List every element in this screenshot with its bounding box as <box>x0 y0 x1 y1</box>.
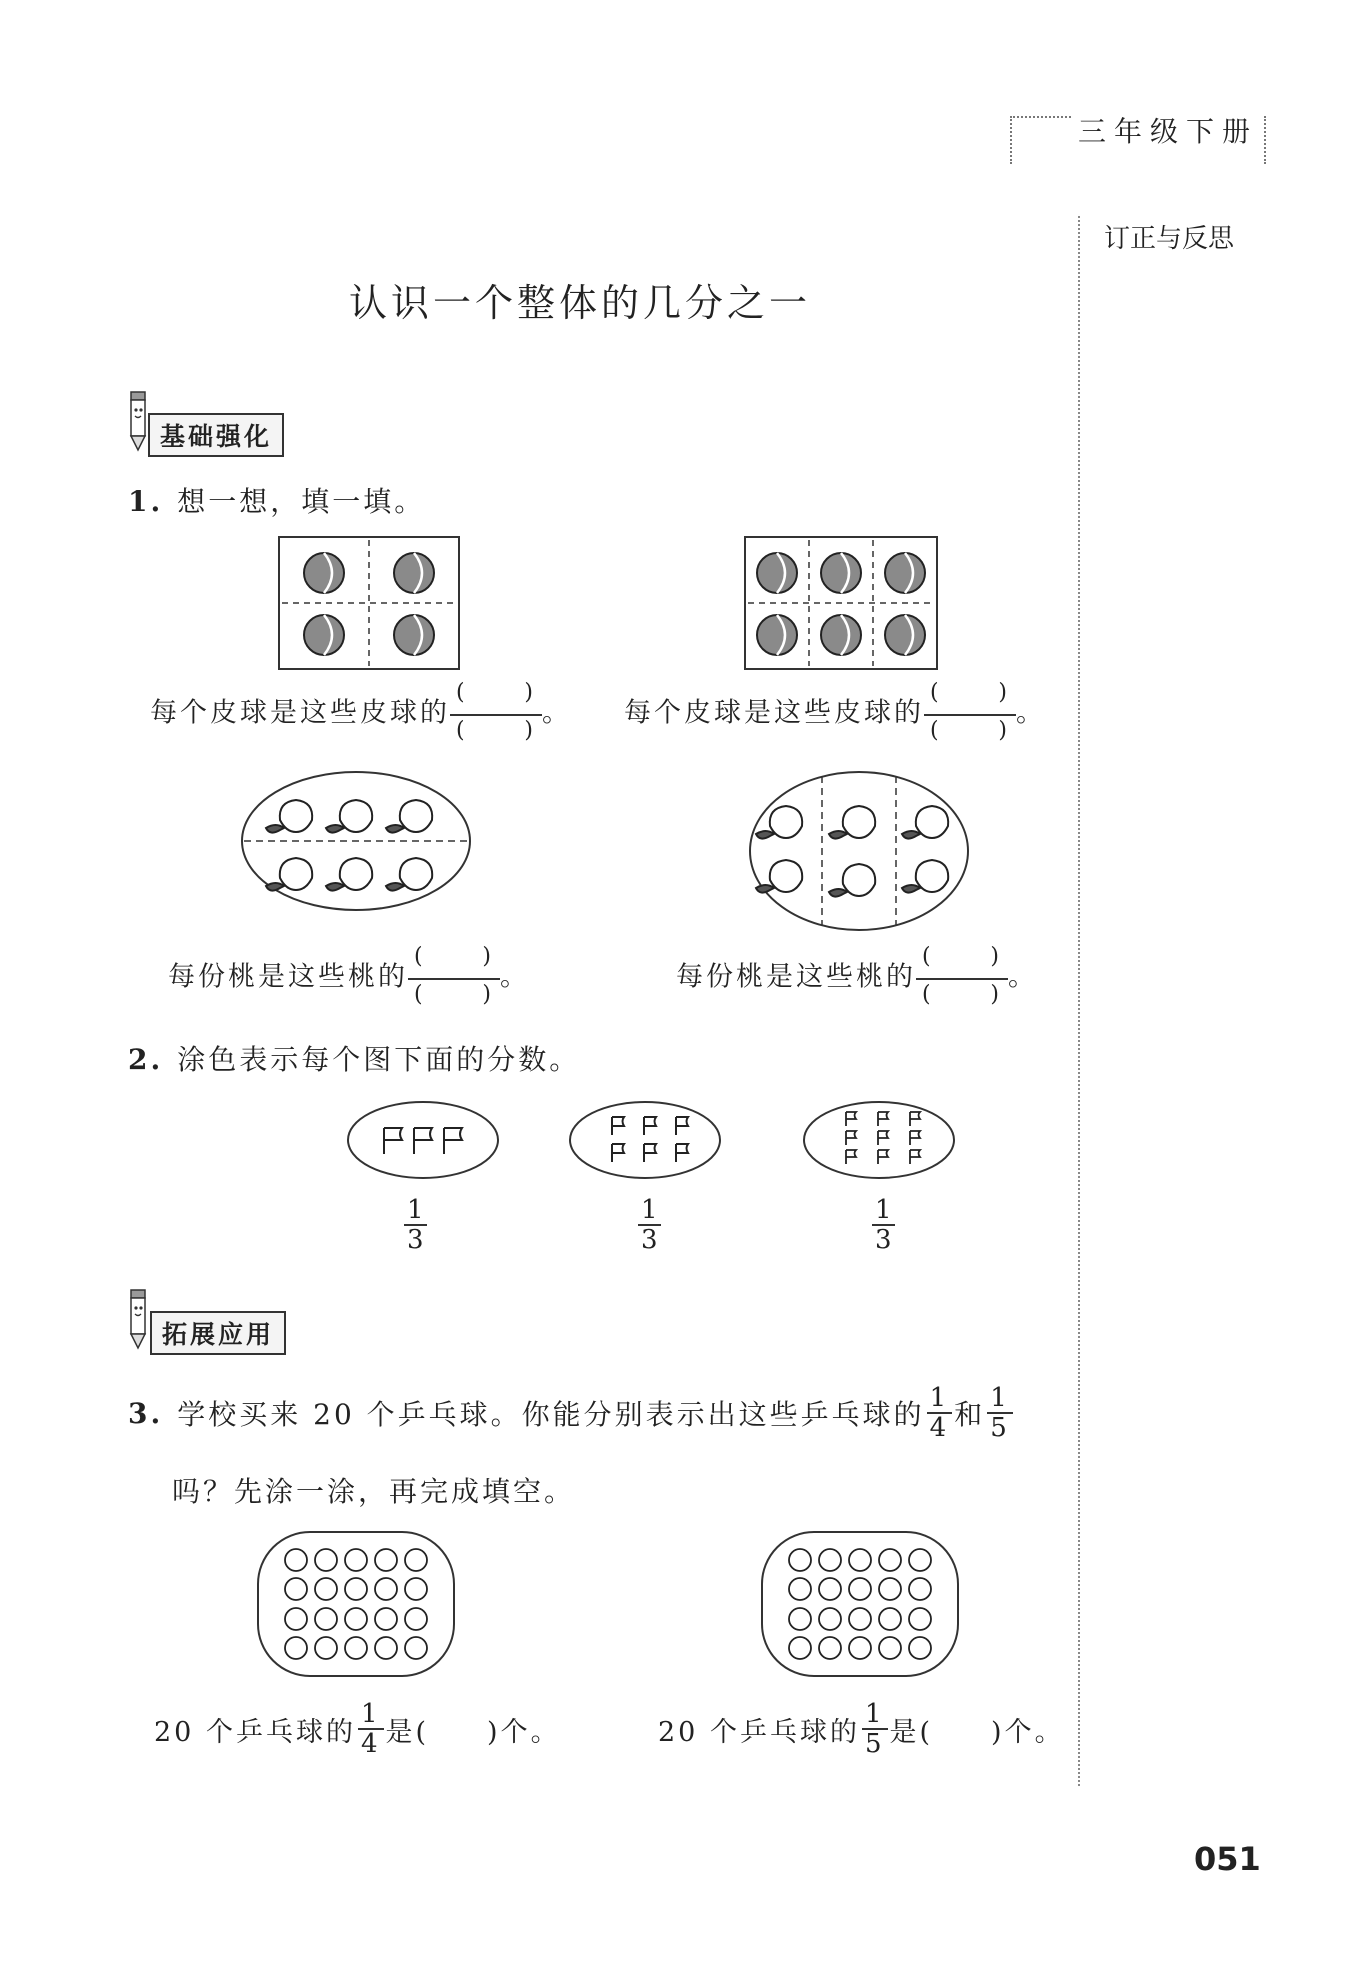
pencil-icon <box>126 388 150 452</box>
page-title: 认识一个整体的几分之一 <box>348 281 811 325</box>
question-number: 3. <box>128 1396 164 1430</box>
question-1-prompt <box>128 480 425 520</box>
question-text: 想一想，填一填。 <box>177 485 426 518</box>
fraction-one-third: $\frac{1}{3}$ <box>404 1196 427 1254</box>
fraction-one-third: $\frac{1}{3}$ <box>872 1196 895 1254</box>
pingpong-box-left[interactable] <box>256 1530 456 1678</box>
fraction-one-fifth: $\frac{1}{5}$ <box>862 1700 888 1758</box>
section-basic-heading: 基础强化 <box>148 413 284 457</box>
section-extend-heading: 拓展应用 <box>150 1311 286 1355</box>
question-number: 1. <box>128 485 164 518</box>
flags-3-figure[interactable] <box>346 1100 500 1180</box>
fraction-one-quarter: $\frac{1}{4}$ <box>927 1384 953 1442</box>
balls-2x2-figure <box>278 536 460 670</box>
peach-caption-left: 每份桃是这些桃的 ( ) ( ) 。 <box>168 944 530 1012</box>
fraction-blank[interactable]: ( ) ( ) <box>408 944 500 1012</box>
question-number: 2. <box>128 1043 164 1076</box>
page-number: 051 <box>1194 1840 1261 1878</box>
flags-9-figure[interactable] <box>802 1100 956 1180</box>
ball-caption-left: 每个皮球是这些皮球的 ( ) ( ) 。 <box>150 680 572 748</box>
question-text: 学校买来 20 个乒乓球。你能分别表示出这些乒乓球的 <box>177 1398 925 1431</box>
caption-text: 每份桃是这些桃的 <box>676 961 916 993</box>
balls-2x3-figure <box>744 536 938 670</box>
question-3-prompt-continued: 吗？先涂一涂，再完成填空。 <box>172 1475 576 1508</box>
fraction-one-third: $\frac{1}{3}$ <box>638 1196 661 1254</box>
caption-text: 每个皮球是这些皮球的 <box>150 697 450 729</box>
fifth-caption: 20 个乒乓球的 $\frac{1}{5}$ 是( )个。 <box>658 1699 1065 1759</box>
pingpong-box-right[interactable] <box>760 1530 960 1678</box>
pencil-icon <box>126 1286 150 1350</box>
fraction-blank[interactable]: ( ) ( ) <box>916 944 1008 1012</box>
question-text: 涂色表示每个图下面的分数。 <box>177 1043 581 1076</box>
question-2-prompt <box>128 1038 580 1078</box>
peaches-split-3-figure <box>748 770 970 932</box>
fraction-blank[interactable]: ( ) ( ) <box>450 680 542 748</box>
correction-label: 订正与反思 <box>1104 224 1235 254</box>
fraction-blank[interactable]: ( ) ( ) <box>924 680 1016 748</box>
flags-6-figure[interactable] <box>568 1100 722 1180</box>
margin-divider <box>1078 216 1080 1786</box>
grade-label: 三年级下册 <box>1072 110 1264 150</box>
fraction-one-fifth: $\frac{1}{5}$ <box>987 1384 1013 1442</box>
caption-text: 每个皮球是这些皮球的 <box>624 697 924 729</box>
peaches-split-2-figure <box>240 770 472 912</box>
caption-text: 每份桃是这些桃的 <box>168 961 408 993</box>
peach-caption-right: 每份桃是这些桃的 ( ) ( ) 。 <box>676 944 1038 1012</box>
quarter-caption: 20 个乒乓球的 $\frac{1}{4}$ 是( )个。 <box>154 1699 561 1759</box>
fraction-one-quarter: $\frac{1}{4}$ <box>358 1700 384 1758</box>
ball-caption-right: 每个皮球是这些皮球的 ( ) ( ) 。 <box>624 680 1046 748</box>
question-3-prompt: 3. 学校买来 20 个乒乓球。你能分别表示出这些乒乓球的 $\frac{1}{4}$ 和 $\frac{1}{5}$ <box>128 1384 1015 1442</box>
